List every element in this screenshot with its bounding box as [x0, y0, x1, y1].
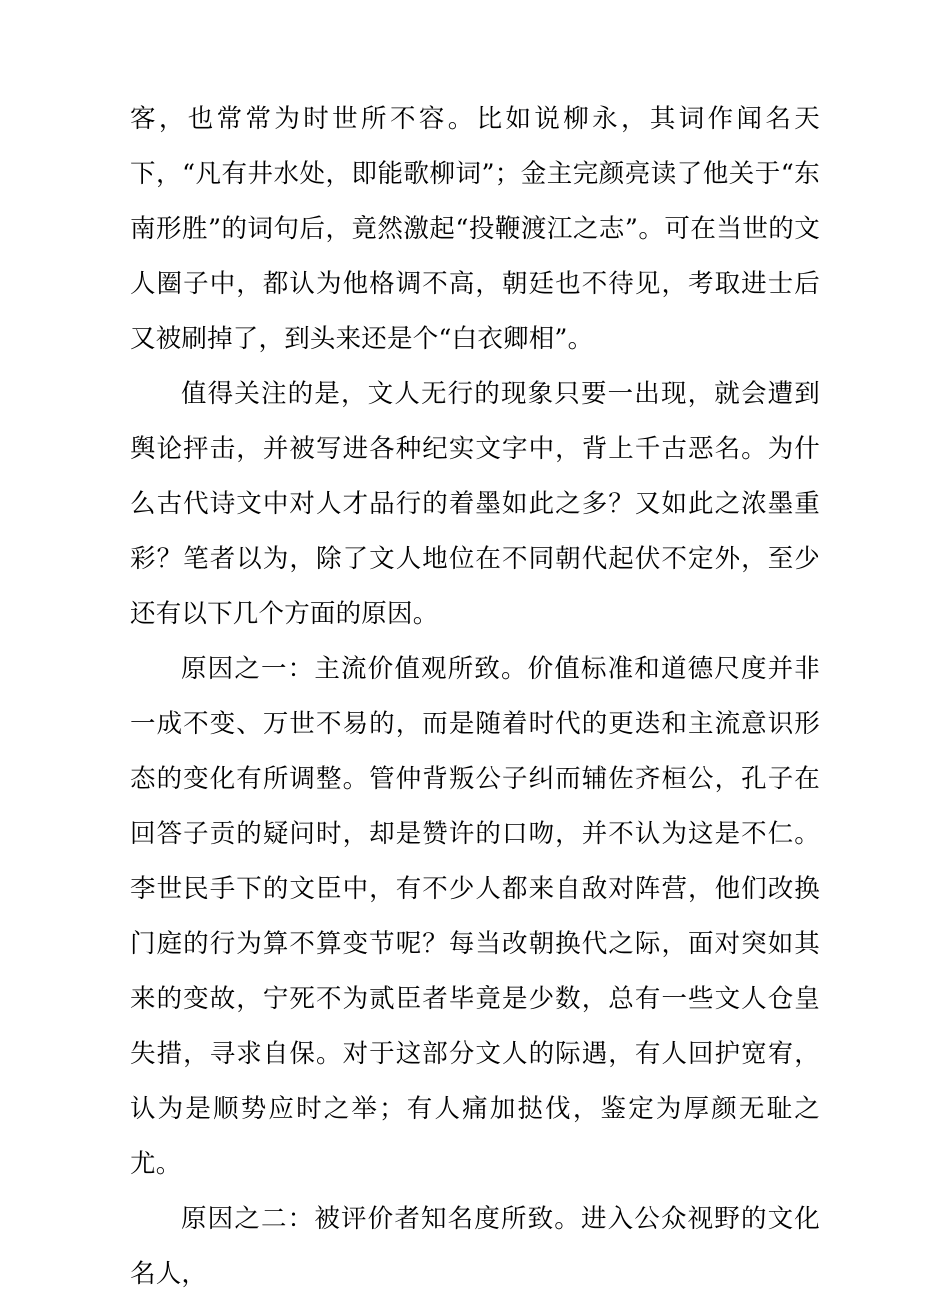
- document-text-body: [130, 92, 820, 1302]
- paragraph-4: 原因之二：被评价者知名度所致。进入公众视野的文化名人，: [130, 1204, 820, 1289]
- paragraph-3: 原因之一：主流价值观所致。价值标准和道德尺度并非一成不变、万世不易的，而是随着时代的更迭和主流意识形态的变化有所调整。管仲背叛公子纠而辅佐齐桓公，孔子在回答子贡的疑问时，却是赞许的口吻，并不认为这是不仁。李世民手下的文臣中，有不少人都来自敌对阵营，他们改换门庭的行为算不算变节呢？每当改朝换代之际，面对突如其来的变故，宁死不为贰臣者毕竟是少数，总有一些文人仓皇失措，寻求自保。对于这部分文人的际遇，有人回护宽宥，认为是顺势应时之举；有人痛加挞伐，鉴定为厚颜无耻之尤。: [130, 654, 820, 1179]
- paragraph-2: 值得关注的是，文人无行的现象只要一出现，就会遭到舆论抨击，并被写进各种纪实文字中，背上千古恶名。为什么古代诗文中对人才品行的着墨如此之多？又如此之浓墨重彩？笔者以为，除了文人地位在不同朝代起伏不定外，至少还有以下几个方面的原因。: [130, 379, 820, 629]
- paragraph-1: 客，也常常为时世所不容。比如说柳永，其词作闻名天下，“凡有井水处，即能歌柳词”；金主完颜亮读了他关于“东南形胜”的词句后，竟然激起“投鞭渡江之志”。可在当世的文人圈子中，都认为他格调不高，朝廷也不待见，考取进士后又被刷掉了，到头来还是个“白衣卿相”。: [130, 104, 820, 354]
